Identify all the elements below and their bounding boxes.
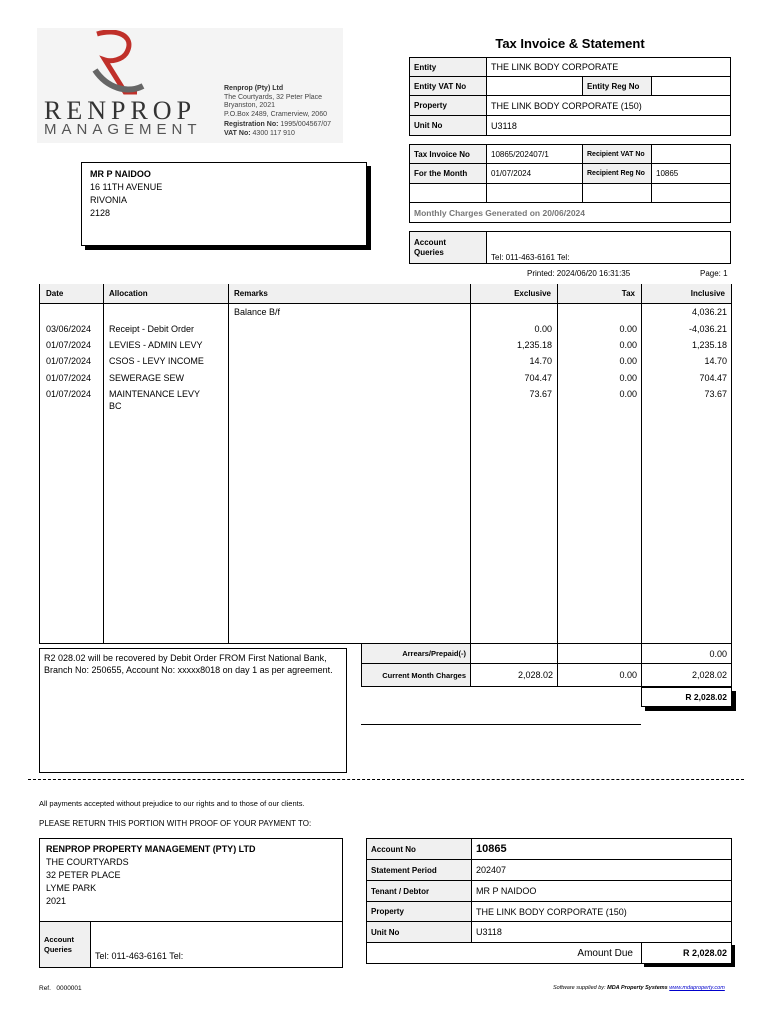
logo-r-icon xyxy=(87,30,147,98)
document-title: Tax Invoice & Statement xyxy=(495,36,645,51)
tax-invoice-value: 10865/202407/1 xyxy=(486,144,583,164)
page-number: Page: 1 xyxy=(700,269,728,278)
remit-line-2: 32 PETER PLACE xyxy=(46,870,121,880)
blank-cell-3 xyxy=(582,183,652,203)
arrears-exclusive xyxy=(470,643,558,664)
printed-timestamp: Printed: 2024/06/20 16:31:35 xyxy=(527,269,631,278)
row-exclusive: 14.70 xyxy=(529,356,552,366)
col-divider xyxy=(641,284,642,644)
row-tax: 0.00 xyxy=(619,324,637,334)
blank-cell-1 xyxy=(409,183,487,203)
col-header-date: Date xyxy=(40,284,103,304)
col-header-allocation: Allocation xyxy=(103,284,228,304)
remit-line-4: 2021 xyxy=(46,896,67,906)
entity-vat-value xyxy=(486,76,583,96)
current-charges-exclusive: 2,028.02 xyxy=(470,663,558,687)
row-inclusive: 1,235.18 xyxy=(691,340,727,350)
account-queries-label: Account Queries xyxy=(409,231,487,264)
row-allocation: SEWERAGE SEW xyxy=(109,373,185,383)
return-notice: PLEASE RETURN THIS PORTION WITH PROOF OF YOUR PAYMENT TO: xyxy=(39,819,312,828)
payment-notice: All payments accepted without prejudice to our rights and to those of our clients. xyxy=(39,799,305,808)
recipient-reg-label: Recipient Reg No xyxy=(582,163,652,184)
amount-due-label: Amount Due xyxy=(366,942,642,964)
balance-bf-inclusive: 4,036.21 xyxy=(691,307,727,317)
property-label: Property xyxy=(409,95,487,116)
slip-account-label: Account No xyxy=(366,838,472,860)
software-link[interactable]: www.mdaproperty.com xyxy=(669,985,725,991)
col-header-remarks: Remarks xyxy=(228,284,470,304)
row-tax: 0.00 xyxy=(619,389,637,399)
remit-line-1: THE COURTYARDS xyxy=(46,857,129,867)
current-charges-inclusive: 2,028.02 xyxy=(641,663,732,687)
row-exclusive: 73.67 xyxy=(529,389,552,399)
current-charges-label: Current Month Charges xyxy=(361,663,471,687)
row-inclusive: -4,036.21 xyxy=(688,324,727,334)
debit-order-message: R2 028.02 will be recovered by Debit Order FROM First National Bank, Branch No: 250655, Account No: xxxxx8018 on day 1 as per agreement. xyxy=(39,648,347,773)
tax-invoice-label: Tax Invoice No xyxy=(409,144,487,164)
arrears-label: Arrears/Prepaid(-) xyxy=(361,643,471,664)
slip-tenant-value: MR P NAIDOO xyxy=(471,880,732,902)
slip-unit-value: U3118 xyxy=(471,921,732,943)
slip-property-label: Property xyxy=(366,901,472,922)
company-vat: VAT No: 4300 117 910 xyxy=(224,130,295,137)
col-header-exclusive: Exclusive xyxy=(470,284,557,304)
row-date: 01/07/2024 xyxy=(46,356,92,366)
current-charges-tax: 0.00 xyxy=(557,663,642,687)
row-tax: 0.00 xyxy=(619,340,637,350)
row-date: 01/07/2024 xyxy=(46,373,92,383)
row-allocation: MAINTENANCE LEVY xyxy=(109,389,201,399)
recipient-line-2: RIVONIA xyxy=(90,195,128,205)
entity-reg-value xyxy=(651,76,731,96)
row-exclusive: 704.47 xyxy=(524,373,552,383)
slip-period-value: 202407 xyxy=(471,859,732,881)
col-header-tax: Tax xyxy=(557,284,641,304)
arrears-inclusive: 0.00 xyxy=(641,643,732,664)
slip-account-value: 10865 xyxy=(471,838,732,860)
charges-generated-note: Monthly Charges Generated on 20/06/2024 xyxy=(409,202,731,223)
row-tax: 0.00 xyxy=(619,356,637,366)
company-registration: Registration No: 1995/004567/07 xyxy=(224,121,332,128)
row-allocation: LEVIES - ADMIN LEVY xyxy=(109,340,203,350)
recipient-line-1: 16 11TH AVENUE xyxy=(90,182,163,192)
slip-tenant-label: Tenant / Debtor xyxy=(366,880,472,902)
recipient-line-3: 2128 xyxy=(90,208,111,218)
reference: Ref. 0000001 xyxy=(39,985,82,992)
month-value: 01/07/2024 xyxy=(486,163,583,184)
logo-wordmark-management: MANAGEMENT xyxy=(44,121,202,138)
recipient-vat-label: Recipient VAT No xyxy=(582,144,652,164)
row-inclusive: 14.70 xyxy=(704,356,727,366)
entity-label: Entity xyxy=(409,57,487,77)
divider-line xyxy=(361,724,641,725)
cut-line xyxy=(28,779,744,780)
property-value: THE LINK BODY CORPORATE (150) xyxy=(486,95,731,116)
balance-bf-label: Balance B/f xyxy=(234,307,281,317)
blank-cell-2 xyxy=(486,183,583,203)
company-address-3: P.O.Box 2489, Cramerview, 2060 xyxy=(224,111,327,118)
remit-line-3: LYME PARK xyxy=(46,883,97,893)
row-allocation-cont: BC xyxy=(109,401,122,411)
slip-property-value: THE LINK BODY CORPORATE (150) xyxy=(471,901,732,922)
row-date: 01/07/2024 xyxy=(46,340,92,350)
month-label: For the Month xyxy=(409,163,487,184)
entity-vat-label: Entity VAT No xyxy=(409,76,487,96)
remit-queries-tel: Tel: 011-463-6161 Tel: xyxy=(90,921,343,968)
arrears-tax xyxy=(557,643,642,664)
col-divider xyxy=(470,284,471,644)
col-header-inclusive: Inclusive xyxy=(641,284,731,304)
row-exclusive: 0.00 xyxy=(534,324,552,334)
company-name: Renprop (Pty) Ltd xyxy=(224,85,284,92)
row-date: 03/06/2024 xyxy=(46,324,92,334)
row-allocation: Receipt - Debit Order xyxy=(109,324,195,334)
remit-address xyxy=(46,843,256,908)
statement-total: R 2,028.02 xyxy=(641,687,732,707)
remit-queries-label: Account Queries xyxy=(39,921,91,968)
account-queries-tel: Tel: 011-463-6161 Tel: xyxy=(486,231,731,264)
row-exclusive: 1,235.18 xyxy=(516,340,552,350)
recipient-vat-value xyxy=(651,144,731,164)
row-allocation: CSOS - LEVY INCOME xyxy=(109,356,204,366)
row-tax: 0.00 xyxy=(619,373,637,383)
entity-value: THE LINK BODY CORPORATE xyxy=(486,57,731,77)
slip-period-label: Statement Period xyxy=(366,859,472,881)
recipient-name: MR P NAIDOO xyxy=(90,169,151,179)
ledger-table xyxy=(39,284,732,644)
entity-reg-label: Entity Reg No xyxy=(582,76,652,96)
unit-label: Unit No xyxy=(409,115,487,136)
company-address-1: The Courtyards, 32 Peter Place xyxy=(224,94,323,101)
company-address-2: Bryanston, 2021 xyxy=(224,102,275,109)
amount-due-value: R 2,028.02 xyxy=(641,942,732,964)
col-divider xyxy=(228,284,229,644)
col-divider xyxy=(103,284,104,644)
remit-company: RENPROP PROPERTY MANAGEMENT (PTY) LTD xyxy=(46,844,256,854)
slip-unit-label: Unit No xyxy=(366,921,472,943)
col-divider xyxy=(557,284,558,644)
row-date: 01/07/2024 xyxy=(46,389,92,399)
unit-value: U3118 xyxy=(486,115,731,136)
blank-cell-4 xyxy=(651,183,731,203)
software-credit: Software supplied by: MDA Property Systems www.mdaproperty.com xyxy=(553,985,725,991)
recipient-reg-value: 10865 xyxy=(651,163,731,184)
row-inclusive: 704.47 xyxy=(699,373,727,383)
recipient-address xyxy=(81,162,367,246)
logo-wordmark-renprop: RENPROP xyxy=(44,96,197,125)
row-inclusive: 73.67 xyxy=(704,389,727,399)
